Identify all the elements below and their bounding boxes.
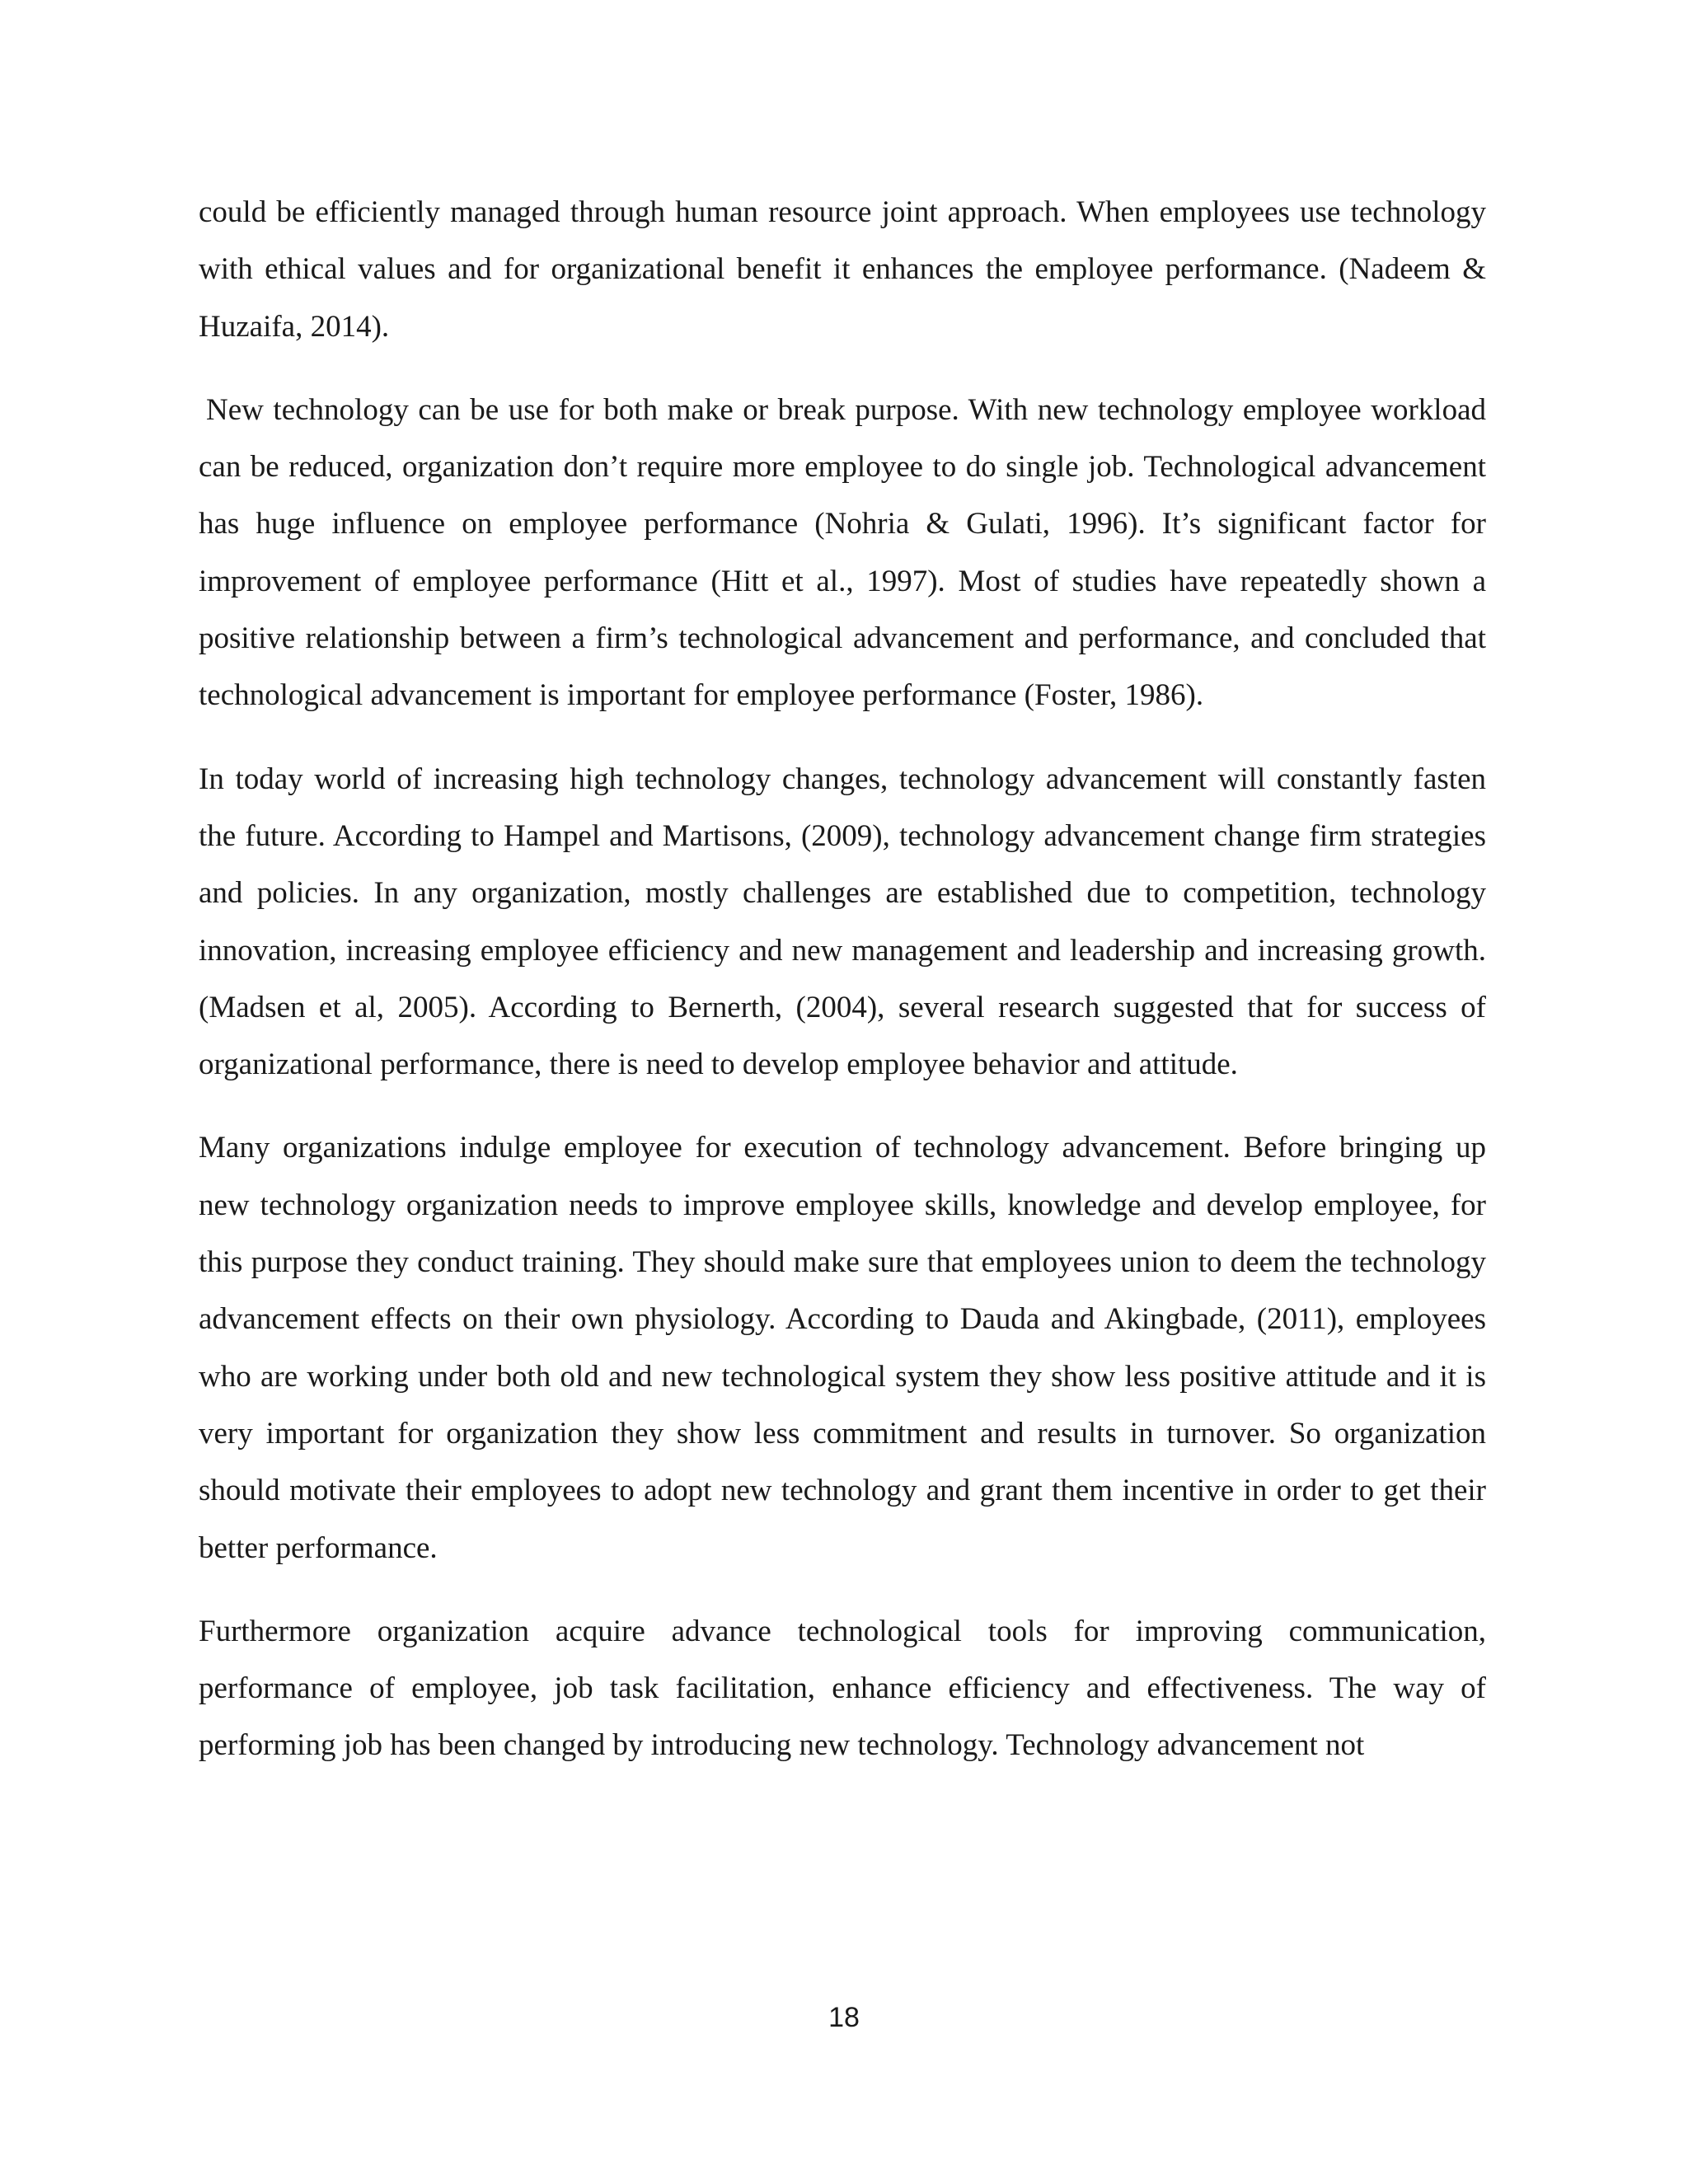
body-text: [199, 184, 1486, 1801]
paragraph-3: In today world of increasing high technology changes, technology advancement will constantly fasten the future. According to Hampel and Martisons, (2009), technology advancement change firm strategies and policies. In any organization, mostly challenges are established due to competition, technology innovation, increasing employee efficiency and new management and leadership and increasing growth. (Madsen et al, 2005). According to Bernerth, (2004), several research suggested that for success of organizational performance, there is need to develop employee behavior and attitude.: [199, 762, 1486, 1082]
paragraph-4: Many organizations indulge employee for execution of technology advancement. Before bringing up new technology organization needs to improve employee skills, knowledge and develop employee, for this purpose they conduct training. They should make sure that employees union to deem the technology advancement effects on their own physiology. According to Dauda and Akingbade, (2011), employees who are working under both old and new technological system they show less positive attitude and it is very important for organization they show less commitment and results in turnover. So organization should motivate their employees to adopt new technology and grant them incentive in order to get their better performance.: [199, 1131, 1486, 1565]
page-number: 18: [828, 2002, 860, 2033]
paragraph-2: New technology can be use for both make or break purpose. With new technology employee workload can be reduced, organization don’t require more employee to do single job. Technological advancement has huge influence on employee performance (Nohria & Gulati, 1996). It’s significant factor for improvement of employee performance (Hitt et al., 1997). Most of studies have repeatedly shown a positive relationship between a firm’s technological advancement and performance, and concluded that technological advancement is important for employee performance (Foster, 1986).: [199, 392, 1486, 713]
paragraph-5: Furthermore organization acquire advance technological tools for improving communication, performance of employee, job task facilitation, enhance efficiency and effectiveness. The way of performing job has been changed by introducing new technology. Technology advancement not: [199, 1614, 1486, 1763]
paragraph-1: could be efficiently managed through human resource joint approach. When employees use technology with ethical values and for organizational benefit it enhances the employee performance. (Nadeem & Huzaifa, 2014).: [199, 195, 1486, 344]
